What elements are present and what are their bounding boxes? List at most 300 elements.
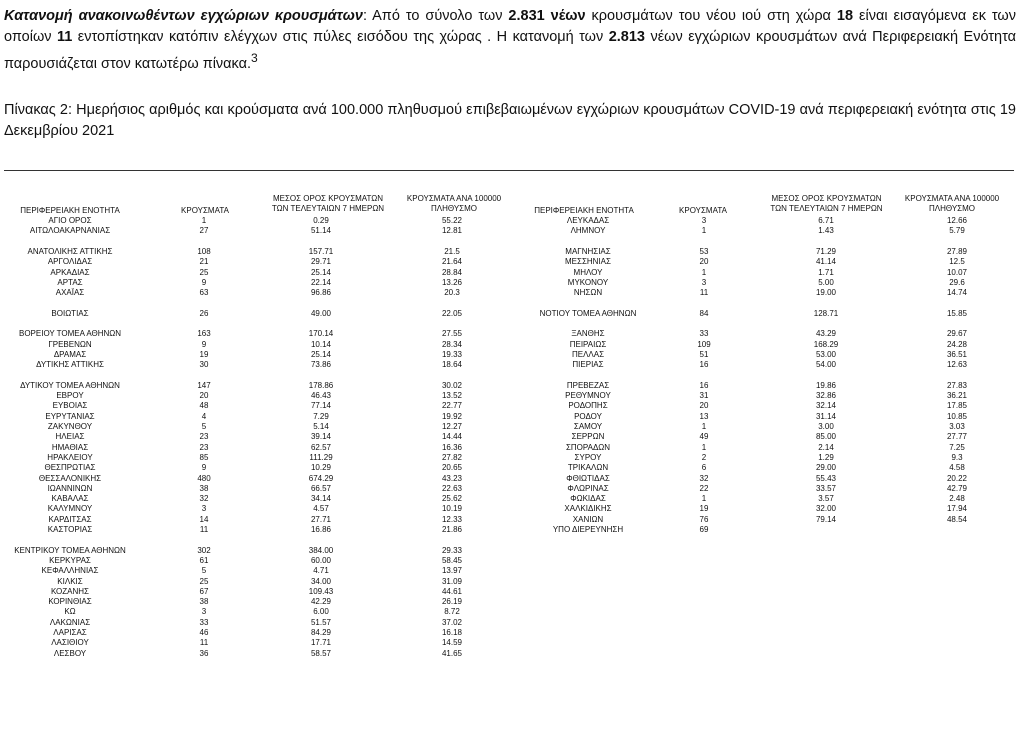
cell-per100k: 10.07	[946, 267, 968, 277]
cell-avg7: 4.57	[313, 504, 329, 514]
cell-avg7: 73.86	[310, 360, 332, 370]
cell-region: ΓΡΕΒΕΝΩΝ	[48, 339, 92, 349]
cell-region: ΛΕΣΒΟΥ	[53, 648, 87, 658]
cell-region: ΛΑΡΙΣΑΣ	[53, 628, 87, 637]
cell-cases	[144, 535, 264, 545]
cell-cases: 51	[699, 349, 709, 359]
cell-region: ΛΗΜΝΟΥ	[570, 226, 606, 236]
cell-avg7: 31.14	[815, 411, 837, 421]
cell-cases: 25	[199, 267, 209, 277]
cell-avg7: 10.14	[310, 339, 332, 349]
cell-region: ΝΟΤΙΟΥ ΤΟΜΕΑ ΑΘΗΝΩΝ	[539, 308, 637, 318]
cell-avg7	[766, 237, 886, 247]
cell-region: ΚΙΛΚΙΣ	[57, 576, 83, 586]
cell-per100k: 12.66	[946, 216, 968, 225]
cell-per100k: 19.33	[441, 349, 463, 359]
cell-avg7: 7.29	[313, 411, 329, 421]
cell-avg7: 1.29	[818, 452, 834, 462]
cell-avg7: 29.00	[815, 463, 837, 473]
cell-cases	[144, 371, 264, 381]
cell-per100k: 10.19	[441, 504, 463, 514]
cell-cases: 76	[699, 514, 709, 524]
cell-avg7: 49.00	[310, 308, 332, 318]
cell-cases: 21	[199, 257, 209, 267]
cell-cases: 1	[701, 422, 707, 431]
cell-avg7	[261, 319, 381, 329]
cell-region: ΜΕΣΣΗΝΙΑΣ	[565, 257, 611, 267]
header-avg7: ΜΕΣΟΣ ΟΡΟΣ ΚΡΟΥΣΜΑΤΩΝ ΤΩΝ ΤΕΛΕΥΤΑΙΩΝ 7 ΗΜΕΡΩΝ	[770, 194, 883, 213]
cell-cases: 30	[199, 360, 209, 370]
cell-region: ΚΕΡΚΥΡΑΣ	[49, 555, 91, 565]
cell-cases: 23	[199, 432, 209, 442]
cell-avg7	[261, 298, 381, 308]
cell-per100k: 13.26	[441, 277, 463, 287]
cell-avg7: 168.29	[813, 339, 839, 349]
cell-cases: 46	[199, 628, 209, 637]
cell-per100k	[392, 319, 512, 329]
cell-avg7: 43.29	[815, 329, 837, 339]
cell-cases: 13	[699, 411, 709, 421]
cell-cases: 19	[199, 349, 209, 359]
table-top-rule	[4, 170, 1014, 171]
cell-avg7: 2.14	[818, 442, 834, 452]
cell-region: ΠΙΕΡΙΑΣ	[572, 360, 604, 370]
cell-cases: 20	[199, 391, 209, 401]
cell-avg7: 4.71	[313, 566, 329, 576]
header-cases: ΚΡΟΥΣΜΑΤΑ	[679, 206, 727, 215]
cell-cases: 2	[701, 452, 707, 462]
cell-cases: 69	[699, 525, 709, 534]
cell-region: ΡΟΔΟΥ	[574, 411, 602, 421]
cell-region: ΜΑΓΝΗΣΙΑΣ	[565, 246, 611, 256]
cell-avg7: 53.00	[815, 349, 837, 359]
cell-avg7: 84.29	[310, 628, 332, 637]
cell-avg7: 170.14	[308, 329, 334, 339]
cell-region: ΦΘΙΩΤΙΔΑΣ	[566, 473, 610, 483]
cell-cases: 3	[701, 277, 707, 287]
cell-region: ΑΧΑΪΑΣ	[55, 288, 85, 298]
cell-region: ΚΟΡΙΝΘΙΑΣ	[48, 597, 92, 607]
cell-cases: 53	[699, 246, 709, 256]
cell-region: ΙΩΑΝΝΙΝΩΝ	[47, 483, 93, 493]
cell-avg7: 111.29	[309, 452, 333, 462]
cell-per100k: 27.82	[441, 452, 463, 462]
cell-avg7: 22.14	[310, 277, 332, 287]
cell-avg7: 46.43	[310, 391, 332, 401]
cell-avg7: 178.86	[308, 380, 334, 390]
cell-avg7	[766, 319, 886, 329]
cell-cases: 31	[699, 391, 709, 401]
cell-cases: 302	[197, 545, 211, 555]
cell-per100k: 12.33	[441, 514, 463, 524]
cell-avg7: 25.14	[310, 349, 332, 359]
cell-per100k: 10.85	[946, 411, 968, 421]
cell-region: ΖΑΚΥΝΘΟΥ	[47, 422, 93, 431]
cell-region: ΦΩΚΙΔΑΣ	[570, 494, 606, 504]
cell-per100k: 3.03	[949, 422, 965, 431]
cell-per100k: 27.55	[441, 329, 463, 339]
cell-per100k	[392, 535, 512, 545]
cell-region: ΠΕΙΡΑΙΩΣ	[569, 339, 607, 349]
cell-cases: 26	[199, 308, 209, 318]
intro-text-4: εντοπίστηκαν κατόπιν ελέγχων στις πύλες εισόδου της χώρας . Η κατανομή των	[72, 29, 609, 45]
cell-cases: 25	[199, 576, 209, 586]
cell-cases: 38	[199, 597, 209, 607]
cell-avg7	[261, 535, 381, 545]
cell-avg7: 33.57	[815, 483, 837, 493]
cell-avg7: 29.71	[310, 257, 332, 267]
cell-cases: 48	[199, 401, 209, 411]
cell-per100k	[897, 371, 1017, 381]
cell-region: ΕΥΒΟΙΑΣ	[52, 401, 88, 411]
cell-cases: 1	[701, 442, 707, 452]
cell-cases: 67	[199, 586, 209, 596]
cell-per100k: 17.85	[946, 401, 968, 411]
cell-per100k: 41.65	[441, 648, 463, 658]
cell-per100k: 26.19	[441, 597, 463, 607]
cell-region: ΡΕΘΥΜΝΟΥ	[565, 391, 611, 401]
cell-per100k: 14.44	[441, 432, 463, 442]
cell-region: ΚΑΒΑΛΑΣ	[51, 494, 89, 504]
cell-cases: 32	[699, 473, 709, 483]
cell-region: ΧΑΝΙΩΝ	[572, 514, 604, 524]
cell-region: ΒΟΙΩΤΙΑΣ	[51, 308, 89, 318]
cell-per100k: 2.48	[949, 494, 965, 504]
cell-per100k: 9.3	[951, 452, 963, 462]
cell-cases: 1	[701, 494, 707, 504]
cell-avg7	[766, 298, 886, 308]
cell-cases: 11	[699, 288, 709, 298]
cell-per100k: 16.36	[441, 442, 463, 452]
intro-paragraph	[4, 6, 1016, 75]
cell-per100k: 20.65	[441, 463, 463, 473]
cell-region	[10, 535, 130, 545]
cell-cases	[644, 371, 764, 381]
cell-cases	[144, 237, 264, 247]
cell-region: ΚΕΝΤΡΙΚΟΥ ΤΟΜΕΑ ΑΘΗΝΩΝ	[14, 545, 126, 555]
cell-per100k: 42.79	[946, 483, 968, 493]
cell-avg7: 19.00	[815, 288, 837, 298]
cell-per100k	[897, 525, 1017, 535]
cell-per100k: 22.05	[441, 308, 463, 318]
cell-avg7: 3.57	[818, 494, 834, 504]
cell-avg7: 51.14	[310, 226, 332, 236]
cell-cases: 5	[201, 422, 207, 431]
cell-avg7: 58.57	[310, 648, 332, 658]
cell-per100k: 13.52	[441, 391, 463, 401]
cell-per100k: 22.77	[441, 401, 463, 411]
cell-per100k	[897, 319, 1017, 329]
cell-per100k: 48.54	[946, 514, 968, 524]
cell-avg7: 16.86	[310, 525, 332, 534]
cell-per100k: 29.67	[946, 329, 968, 339]
cell-region: ΚΑΣΤΟΡΙΑΣ	[47, 525, 93, 534]
cell-cases: 22	[699, 483, 709, 493]
cell-avg7: 39.14	[310, 432, 332, 442]
cell-region	[528, 237, 648, 247]
table-caption: Πίνακας 2: Ημερήσιος αριθμός και κρούσματα ανά 100.000 πληθυσμού επιβεβαιωμένων εγχώριων κρουσμάτων COVID-19 ανά περιφερειακή ενότητα στις 19 Δεκεμβρίου 2021	[4, 102, 1016, 139]
cell-cases: 109	[697, 339, 711, 349]
cell-avg7	[261, 237, 381, 247]
cell-region: ΔΡΑΜΑΣ	[53, 349, 87, 359]
cell-per100k: 27.83	[946, 380, 968, 390]
cell-region: ΔΥΤΙΚΟΥ ΤΟΜΕΑ ΑΘΗΝΩΝ	[20, 380, 120, 390]
cell-per100k: 7.25	[949, 442, 965, 452]
cell-per100k	[392, 237, 512, 247]
cell-per100k: 43.23	[441, 473, 463, 483]
cell-region: ΡΟΔΟΠΗΣ	[568, 401, 608, 411]
cell-cases: 1	[701, 226, 707, 236]
cell-per100k: 31.09	[441, 576, 463, 586]
cell-cases: 23	[199, 442, 209, 452]
cell-cases: 3	[701, 216, 707, 225]
cell-per100k: 58.45	[441, 555, 463, 565]
cell-per100k: 12.63	[946, 360, 968, 370]
cell-region: ΚΑΛΥΜΝΟΥ	[47, 504, 93, 514]
intro-imported: 18	[836, 8, 854, 24]
cell-region: ΛΑΣΙΘΙΟΥ	[51, 638, 89, 648]
cell-region: ΛΕΥΚΑΔΑΣ	[566, 216, 610, 225]
cell-region: ΕΥΡΥΤΑΝΙΑΣ	[45, 411, 95, 421]
cell-per100k: 19.92	[441, 411, 463, 421]
cell-per100k: 27.89	[946, 246, 968, 256]
cell-cases: 49	[699, 432, 709, 442]
cell-cases: 11	[199, 525, 209, 534]
cell-cases: 61	[199, 555, 209, 565]
cell-per100k: 20.3	[444, 288, 460, 298]
cell-region: ΑΙΤΩΛΟΑΚΑΡΝΑΝΙΑΣ	[29, 226, 111, 236]
cell-region: ΔΥΤΙΚΗΣ ΑΤΤΙΚΗΣ	[36, 360, 104, 370]
cell-avg7	[766, 371, 886, 381]
cell-region: ΛΑΚΩΝΙΑΣ	[49, 617, 91, 627]
cell-region: ΤΡΙΚΑΛΩΝ	[567, 463, 609, 473]
cell-per100k: 36.21	[946, 391, 968, 401]
cell-region: ΚΑΡΔΙΤΣΑΣ	[48, 514, 92, 524]
cell-per100k: 25.62	[441, 494, 463, 504]
cell-cases: 9	[201, 463, 207, 473]
cell-per100k	[392, 371, 512, 381]
cell-per100k: 44.61	[441, 586, 463, 596]
cell-per100k: 29.6	[949, 277, 965, 287]
cell-cases: 11	[199, 638, 209, 648]
cell-per100k: 12.27	[441, 422, 463, 431]
cell-cases: 85	[199, 452, 209, 462]
cell-avg7: 85.00	[815, 432, 837, 442]
cell-cases	[144, 298, 264, 308]
intro-title: Κατανομή ανακοινωθέντων εγχώριων κρουσμάτων	[4, 8, 363, 24]
cell-avg7: 32.00	[815, 504, 837, 514]
cell-region: ΞΑΝΘΗΣ	[571, 329, 605, 339]
cell-avg7: 66.57	[310, 483, 332, 493]
cell-per100k: 13.97	[441, 566, 463, 576]
cell-region: ΘΕΣΣΑΛΟΝΙΚΗΣ	[38, 473, 102, 483]
cell-region: ΑΡΤΑΣ	[57, 277, 83, 287]
cell-per100k: 12.5	[949, 257, 965, 267]
cell-cases: 9	[201, 339, 207, 349]
cell-avg7: 71.29	[815, 246, 837, 256]
cell-per100k: 37.02	[441, 617, 463, 627]
cell-avg7: 96.86	[310, 288, 332, 298]
cell-per100k: 20.22	[946, 473, 968, 483]
cell-cases: 32	[199, 494, 209, 504]
cell-cases: 147	[197, 380, 211, 390]
cell-cases: 108	[197, 246, 211, 256]
cell-avg7: 17.71	[310, 638, 332, 648]
cell-region	[10, 319, 130, 329]
cell-avg7: 54.00	[815, 360, 837, 370]
header-region: ΠΕΡΙΦΕΡΕΙΑΚΗ ΕΝΟΤΗΤΑ	[534, 206, 634, 215]
header-region: ΠΕΡΙΦΕΡΕΙΑΚΗ ΕΝΟΤΗΤΑ	[20, 206, 120, 215]
cell-cases: 5	[201, 566, 207, 576]
cell-region: ΠΕΛΛΑΣ	[571, 349, 605, 359]
cell-per100k: 15.85	[946, 308, 968, 318]
cell-region	[10, 237, 130, 247]
cell-avg7: 384.00	[308, 545, 334, 555]
cell-avg7: 109.43	[308, 586, 334, 596]
cell-avg7: 19.86	[815, 380, 837, 390]
header-per100k: ΚΡΟΥΣΜΑΤΑ ΑΝΑ 100000 ΠΛΗΘΥΣΜΟ	[904, 194, 1000, 213]
cell-region: ΑΓΙΟ ΟΡΟΣ	[48, 216, 92, 225]
cell-per100k: 16.18	[441, 628, 463, 637]
intro-domestic: 2.813	[608, 29, 645, 45]
intro-text-3: είναι εισαγόμενα εκ των οποίων	[4, 8, 1017, 45]
cell-per100k: 28.84	[441, 267, 463, 277]
cell-per100k: 5.79	[949, 226, 965, 236]
cell-cases: 63	[199, 288, 209, 298]
cell-per100k: 27.77	[946, 432, 968, 442]
cell-region: ΒΟΡΕΙΟΥ ΤΟΜΕΑ ΑΘΗΝΩΝ	[18, 329, 122, 339]
cell-cases: 6	[701, 463, 707, 473]
cell-region: ΝΗΣΩΝ	[573, 288, 603, 298]
cell-region: ΧΑΛΚΙΔΙΚΗΣ	[564, 504, 612, 514]
cell-avg7: 42.29	[310, 597, 332, 607]
cell-cases: 38	[199, 483, 209, 493]
cell-cases: 27	[199, 226, 209, 236]
cell-region: ΜΗΛΟΥ	[573, 267, 603, 277]
cell-avg7	[261, 371, 381, 381]
cell-region: ΗΡΑΚΛΕΙΟΥ	[47, 452, 93, 462]
cell-region: ΣΠΟΡΑΔΩΝ	[565, 442, 611, 452]
cell-avg7: 674.29	[308, 473, 334, 483]
cell-per100k	[897, 298, 1017, 308]
cell-region	[528, 319, 648, 329]
cell-per100k: 14.59	[441, 638, 463, 648]
cell-avg7: 6.00	[313, 607, 329, 617]
cell-cases: 36	[199, 648, 209, 658]
cell-per100k: 55.22	[441, 216, 463, 225]
cell-region: ΑΡΚΑΔΙΑΣ	[50, 267, 90, 277]
cell-per100k: 21.64	[441, 257, 463, 267]
cell-avg7: 1.43	[818, 226, 834, 236]
cell-region: ΑΡΓΟΛΙΔΑΣ	[47, 257, 93, 267]
cell-avg7: 25.14	[310, 267, 332, 277]
cell-cases: 480	[197, 473, 211, 483]
cell-avg7: 60.00	[310, 555, 332, 565]
cell-cases: 19	[699, 504, 709, 514]
cell-region: ΑΝΑΤΟΛΙΚΗΣ ΑΤΤΙΚΗΣ	[27, 246, 113, 256]
cell-per100k: 21.86	[441, 525, 463, 534]
cell-avg7: 79.14	[815, 514, 837, 524]
cell-region: ΘΕΣΠΡΩΤΙΑΣ	[44, 463, 96, 473]
cell-avg7: 34.14	[310, 494, 332, 504]
cell-cases: 9	[201, 277, 207, 287]
cell-region: ΣΥΡΟΥ	[574, 452, 602, 462]
cell-cases: 84	[699, 308, 709, 318]
cell-avg7: 32.14	[815, 401, 837, 411]
cell-cases: 16	[699, 360, 709, 370]
cell-per100k	[897, 237, 1017, 247]
intro-border: 11	[56, 29, 73, 45]
cell-cases: 163	[197, 329, 211, 339]
cell-avg7: 157.71	[308, 246, 334, 256]
cell-cases: 20	[699, 401, 709, 411]
cell-per100k: 21.5	[444, 246, 460, 256]
cell-per100k: 24.28	[946, 339, 968, 349]
intro-new-cases: 2.831 νέων	[508, 8, 586, 24]
cell-avg7: 77.14	[310, 401, 332, 411]
cell-avg7: 51.57	[310, 617, 332, 627]
cell-avg7: 5.14	[313, 422, 329, 431]
cell-cases: 14	[199, 514, 209, 524]
cell-avg7: 41.14	[815, 257, 837, 267]
cell-per100k: 18.64	[441, 360, 463, 370]
intro-text-2: κρουσμάτων του νέου ιού στη χώρα	[585, 8, 837, 24]
cell-avg7: 34.00	[310, 576, 332, 586]
cell-avg7: 55.43	[815, 473, 837, 483]
header-cases: ΚΡΟΥΣΜΑΤΑ	[181, 206, 229, 215]
cell-region	[10, 371, 130, 381]
cell-cases	[644, 237, 764, 247]
intro-text-1: : Από το σύνολο των	[362, 8, 509, 24]
cell-cases: 4	[201, 411, 207, 421]
cell-avg7: 32.86	[815, 391, 837, 401]
cell-avg7: 10.29	[310, 463, 332, 473]
cell-region: ΕΒΡΟΥ	[56, 391, 84, 401]
cell-avg7: 6.71	[818, 216, 834, 225]
cell-avg7	[766, 525, 886, 535]
cell-avg7: 1.71	[818, 267, 834, 277]
cell-avg7: 3.00	[818, 422, 834, 431]
cell-region	[528, 371, 648, 381]
header-avg7: ΜΕΣΟΣ ΟΡΟΣ ΚΡΟΥΣΜΑΤΩΝ ΤΩΝ ΤΕΛΕΥΤΑΙΩΝ 7 ΗΜΕΡΩΝ	[271, 194, 385, 213]
header-per100k: ΚΡΟΥΣΜΑΤΑ ΑΝΑ 100000 ΠΛΗΘΥΣΜΟ	[406, 194, 502, 213]
cell-region: ΜΥΚΟΝΟΥ	[567, 277, 609, 287]
cell-per100k: 14.74	[946, 288, 968, 298]
cell-cases: 16	[699, 380, 709, 390]
cell-region: ΚΕΦΑΛΛΗΝΙΑΣ	[41, 566, 99, 576]
cell-avg7: 128.71	[813, 308, 839, 318]
cell-region: ΠΡΕΒΕΖΑΣ	[566, 380, 610, 390]
cell-per100k: 17.94	[946, 504, 968, 514]
cell-cases	[144, 319, 264, 329]
cell-per100k: 36.51	[946, 349, 968, 359]
cell-per100k: 28.34	[441, 339, 463, 349]
intro-text-5: νέων εγχώριων κρουσμάτων ανά Περιφερειακή Ενότητα παρουσιάζεται στον κατωτέρω πίνακα.	[4, 29, 1016, 72]
cell-per100k: 29.33	[441, 545, 463, 555]
cell-cases: 33	[699, 329, 709, 339]
cell-region	[528, 298, 648, 308]
cell-avg7: 27.71	[310, 514, 332, 524]
cell-cases	[644, 298, 764, 308]
cell-region: ΥΠΟ ΔΙΕΡΕΥΝΗΣΗ	[552, 525, 624, 534]
cell-region: ΗΜΑΘΙΑΣ	[51, 442, 89, 452]
cell-per100k: 4.58	[949, 463, 965, 473]
cell-cases: 1	[201, 216, 207, 225]
cell-cases: 3	[201, 504, 207, 514]
cell-region: ΣΑΜΟΥ	[573, 422, 603, 431]
cell-avg7: 0.29	[313, 216, 329, 225]
cell-region	[10, 298, 130, 308]
